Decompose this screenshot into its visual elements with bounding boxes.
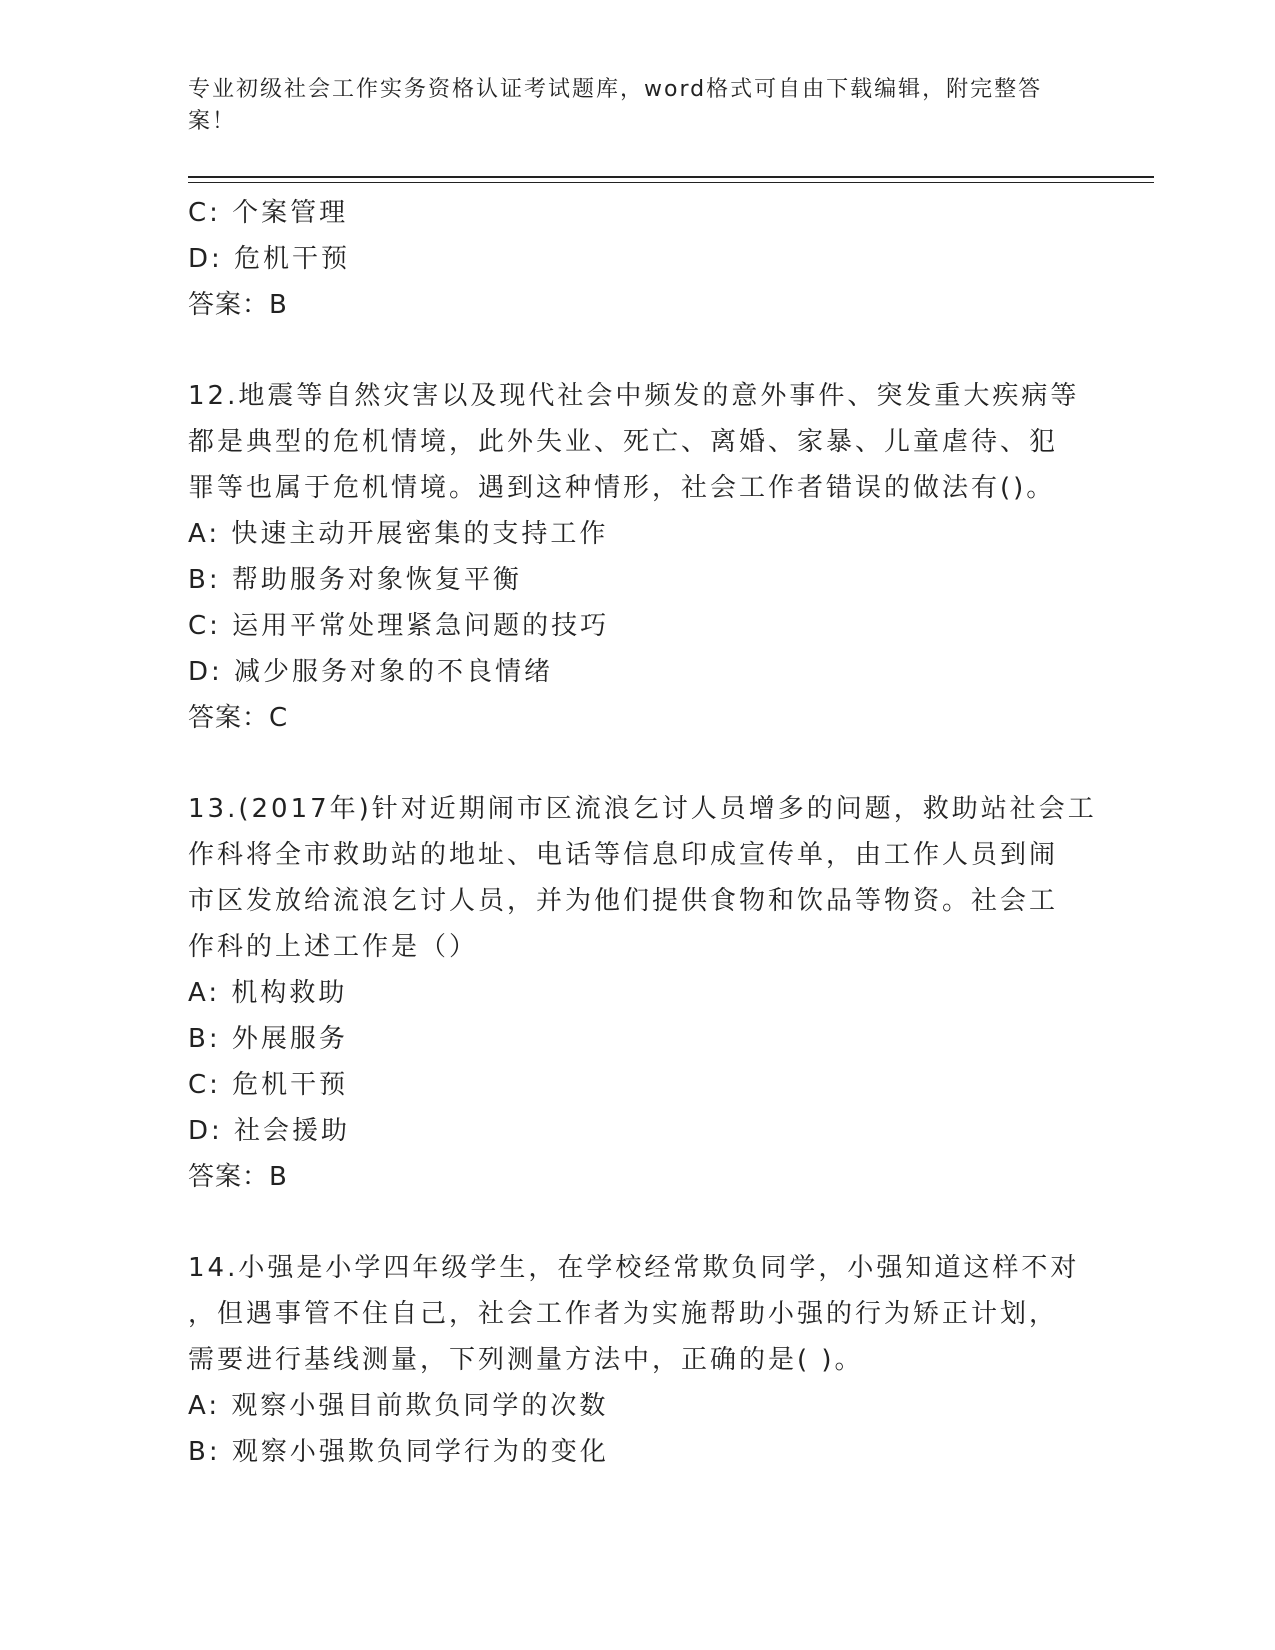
question-stem — [188, 373, 1088, 511]
stem-line: ，但遇事管不住自己，社会工作者为实施帮助小强的行为矫正计划， — [188, 1299, 1059, 1329]
stem-line: 市区发放给流浪乞讨人员，并为他们提供食物和饮品等物资。社会工 — [188, 886, 1059, 916]
stem-line: 作科将全市救助站的地址、电话等信息印成宣传单，由工作人员到闹 — [188, 840, 1059, 870]
answer-line: 答案：B — [188, 290, 288, 320]
stem-line: 14.小强是小学四年级学生，在学校经常欺负同学，小强知道这样不对 — [188, 1253, 1080, 1283]
stem-line: 罪等也属于危机情境。遇到这种情形，社会工作者错误的做法有()。 — [188, 473, 1056, 503]
option-c: C: 个案管理 — [188, 198, 349, 228]
spacer — [188, 741, 1088, 786]
option-d: D: 减少服务对象的不良情绪 — [188, 657, 554, 687]
option-b: B: 帮助服务对象恢复平衡 — [188, 565, 522, 595]
question-list — [188, 190, 1097, 1475]
option-b: B: 外展服务 — [188, 1024, 348, 1054]
answer-line: 答案：B — [188, 1162, 288, 1192]
spacer — [188, 328, 1088, 373]
question-stem — [188, 786, 1097, 970]
option-d: D: 危机干预 — [188, 244, 351, 274]
option-d: D: 社会援助 — [188, 1116, 351, 1146]
option-a: A: 快速主动开展密集的支持工作 — [188, 519, 609, 549]
header-divider-thick — [188, 176, 1154, 178]
stem-line: 12.地震等自然灾害以及现代社会中频发的意外事件、突发重大疾病等 — [188, 381, 1080, 411]
spacer — [188, 1200, 1088, 1245]
header-line: 案！ — [188, 109, 237, 134]
option-b: B: 观察小强欺负同学行为的变化 — [188, 1437, 609, 1467]
answer-line: 答案：C — [188, 703, 289, 733]
question-14 — [188, 1245, 1088, 1475]
option-a: A: 机构救助 — [188, 978, 348, 1008]
option-c: C: 危机干预 — [188, 1070, 349, 1100]
page-header — [188, 74, 1068, 138]
option-a: A: 观察小强目前欺负同学的次数 — [188, 1391, 609, 1421]
option-c: C: 运用平常处理紧急问题的技巧 — [188, 611, 610, 641]
stem-line: 都是典型的危机情境，此外失业、死亡、离婚、家暴、儿童虐待、犯 — [188, 427, 1059, 457]
question-stem — [188, 1245, 1088, 1383]
header-divider-thin — [188, 182, 1154, 183]
stem-line: 作科的上述工作是（） — [188, 932, 479, 962]
question-12 — [188, 373, 1088, 741]
header-line: 专业初级社会工作实务资格认证考试题库，word格式可自由下载编辑，附完整答 — [188, 77, 1043, 102]
stem-line: 13.(2017年)针对近期闹市区流浪乞讨人员增多的问题，救助站社会工 — [188, 794, 1097, 824]
stem-line: 需要进行基线测量，下列测量方法中，正确的是( )。 — [188, 1345, 864, 1375]
question-13 — [188, 786, 1097, 1200]
question-11-tail — [188, 190, 1088, 328]
